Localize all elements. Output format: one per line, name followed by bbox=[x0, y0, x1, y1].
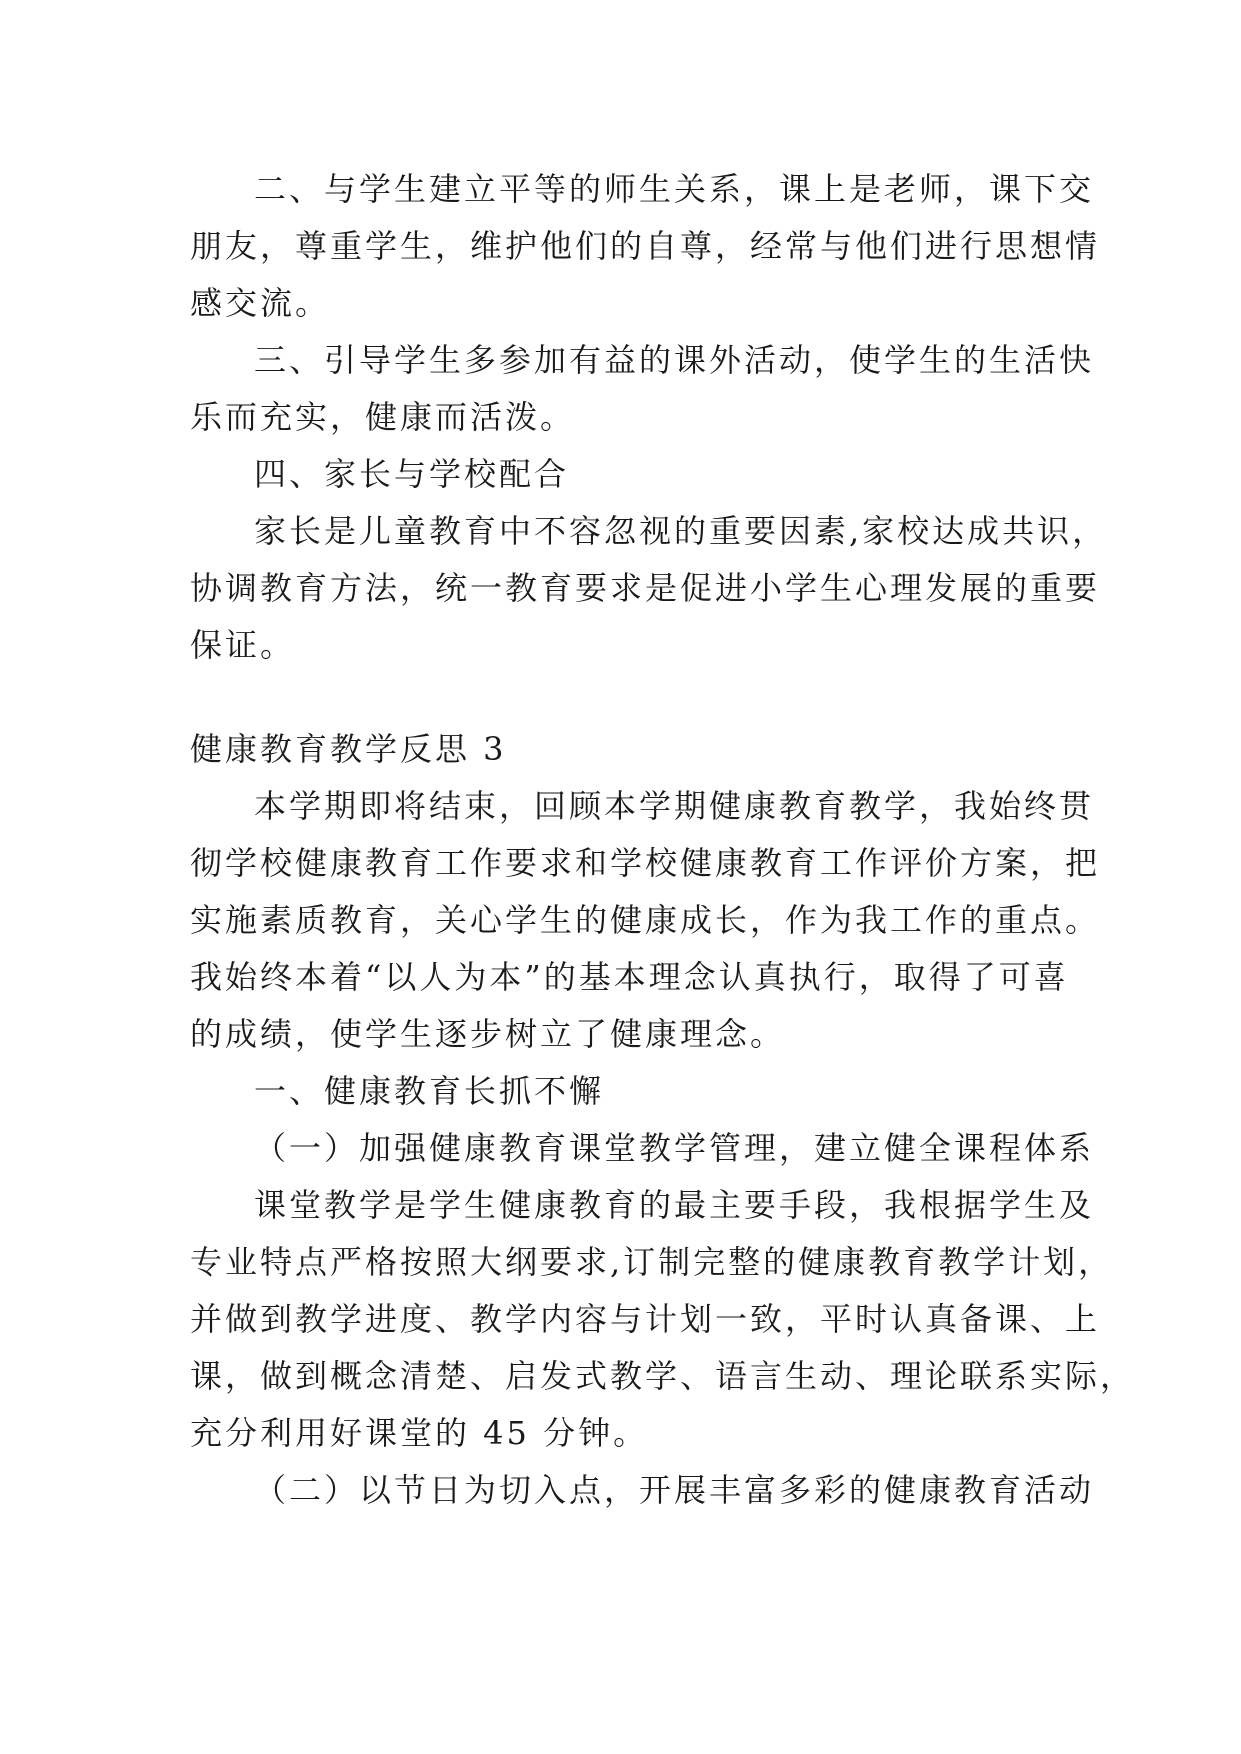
paragraph-line: 保证。 bbox=[190, 626, 296, 664]
paragraph-line: 朋友，尊重学生，维护他们的自尊，经常与他们进行思想情 bbox=[190, 227, 1101, 265]
paragraph-line: 协调教育方法，统一教育要求是促进小学生心理发展的重要 bbox=[190, 569, 1101, 607]
section-heading: 四、家长与学校配合 bbox=[254, 455, 570, 493]
paragraph-line: 乐而充实，健康而活泼。 bbox=[190, 398, 576, 436]
paragraph-line: 课堂教学是学生健康教育的最主要手段，我根据学生及 bbox=[254, 1186, 1095, 1224]
paragraph-line: 本学期即将结束，回顾本学期健康教育教学，我始终贯 bbox=[254, 787, 1095, 825]
paragraph-line: 我始终本着“以人为本”的基本理念认真执行，取得了可喜 bbox=[190, 958, 1069, 996]
subsection-heading: （一）加强健康教育课堂教学管理，建立健全课程体系 bbox=[254, 1129, 1095, 1167]
article-title: 健康教育教学反思 3 bbox=[190, 730, 507, 768]
paragraph-line: 课，做到概念清楚、启发式教学、语言生动、理论联系实际， bbox=[190, 1357, 1136, 1395]
paragraph-line: 充分利用好课堂的 45 分钟。 bbox=[190, 1414, 649, 1452]
paragraph-line: 彻学校健康教育工作要求和学校健康教育工作评价方案，把 bbox=[190, 844, 1101, 882]
paragraph-line: 专业特点严格按照大纲要求,订制完整的健康教育教学计划， bbox=[190, 1243, 1114, 1281]
paragraph-line: 二、与学生建立平等的师生关系，课上是老师，课下交 bbox=[254, 170, 1095, 208]
paragraph-line: 并做到教学进度、教学内容与计划一致，平时认真备课、上 bbox=[190, 1300, 1101, 1338]
paragraph-line: 感交流。 bbox=[190, 284, 331, 322]
paragraph-line: 家长是儿童教育中不容忽视的重要因素,家校达成共识， bbox=[254, 512, 1108, 550]
paragraph-line: 三、引导学生多参加有益的课外活动，使学生的生活快 bbox=[254, 341, 1095, 379]
subsection-heading: （二）以节日为切入点，开展丰富多彩的健康教育活动 bbox=[254, 1471, 1095, 1509]
paragraph-line: 实施素质教育，关心学生的健康成长，作为我工作的重点。 bbox=[190, 901, 1101, 939]
paragraph-line: 的成绩，使学生逐步树立了健康理念。 bbox=[190, 1015, 786, 1053]
section-heading: 一、健康教育长抓不懈 bbox=[254, 1072, 605, 1110]
